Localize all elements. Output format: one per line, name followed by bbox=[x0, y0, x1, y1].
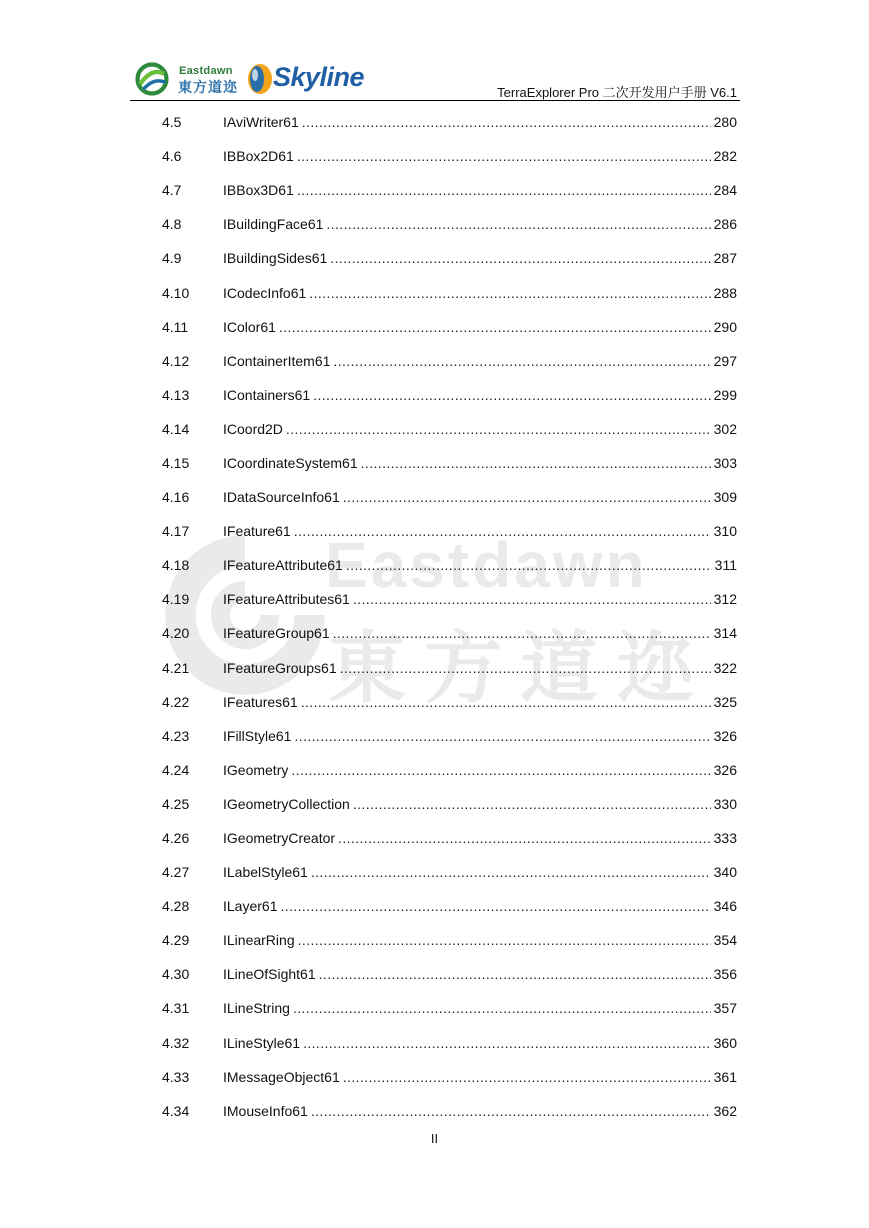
toc-dot-leader bbox=[294, 523, 711, 539]
table-of-contents bbox=[162, 105, 737, 1128]
toc-entry-number: 4.7 bbox=[162, 182, 182, 199]
toc-entry-page: 310 bbox=[713, 523, 737, 540]
toc-entry-title[interactable]: IFillStyle61 bbox=[223, 727, 292, 744]
toc-entry-page: 297 bbox=[713, 352, 737, 369]
toc-entry-number: 4.5 bbox=[162, 114, 182, 131]
toc-entry[interactable] bbox=[162, 923, 737, 957]
toc-entry-title[interactable]: IGeometryCollection bbox=[223, 795, 350, 812]
toc-dot-leader bbox=[309, 285, 710, 301]
toc-entry-page: 340 bbox=[713, 864, 737, 881]
toc-entry-number: 4.21 bbox=[162, 659, 190, 676]
toc-entry-page: 360 bbox=[713, 1034, 737, 1051]
toc-entry-title[interactable]: IBuildingSides61 bbox=[223, 250, 328, 267]
toc-entry-number: 4.11 bbox=[162, 318, 189, 335]
toc-entry-number: 4.17 bbox=[162, 523, 190, 540]
toc-dot-leader bbox=[319, 966, 711, 982]
toc-entry-page: 312 bbox=[713, 591, 737, 608]
toc-entry-page: 356 bbox=[713, 966, 737, 983]
toc-entry-number: 4.30 bbox=[162, 966, 190, 983]
toc-entry-page: 354 bbox=[713, 932, 737, 949]
toc-dot-leader bbox=[326, 216, 710, 232]
toc-entry[interactable] bbox=[162, 1026, 737, 1060]
toc-entry-title[interactable]: IGeometryCreator bbox=[223, 830, 336, 847]
toc-dot-leader bbox=[291, 762, 710, 778]
page-header bbox=[130, 56, 740, 101]
toc-dot-leader bbox=[303, 1035, 711, 1051]
toc-entry-page: 302 bbox=[713, 420, 737, 437]
toc-entry-number: 4.27 bbox=[162, 864, 190, 881]
toc-entry-page: 290 bbox=[713, 318, 737, 335]
toc-entry-number: 4.28 bbox=[162, 898, 190, 915]
toc-entry-title[interactable]: IMessageObject61 bbox=[223, 1068, 340, 1085]
toc-entry-page: 325 bbox=[713, 693, 737, 710]
eastdawn-logo-icon bbox=[135, 62, 169, 96]
toc-entry[interactable] bbox=[162, 446, 737, 480]
toc-entry-title[interactable]: ILineString bbox=[223, 1000, 290, 1017]
toc-entry[interactable] bbox=[162, 275, 737, 309]
logo-text-cn: 東方道迩 bbox=[178, 80, 238, 96]
toc-dot-leader bbox=[333, 625, 711, 641]
toc-entry[interactable] bbox=[162, 105, 737, 139]
toc-entry-title[interactable]: IColor61 bbox=[223, 318, 276, 335]
toc-entry[interactable] bbox=[162, 651, 737, 685]
toc-dot-leader bbox=[338, 830, 711, 846]
toc-entry-title[interactable]: IDataSourceInfo61 bbox=[223, 489, 340, 506]
toc-entry-title[interactable]: IGeometry bbox=[223, 761, 289, 778]
toc-dot-leader bbox=[353, 591, 711, 607]
toc-entry-title[interactable]: ILinearRing bbox=[223, 932, 295, 949]
toc-entry-page: 282 bbox=[713, 148, 737, 165]
toc-entry[interactable] bbox=[162, 310, 737, 344]
toc-entry-number: 4.25 bbox=[162, 795, 190, 812]
toc-entry[interactable] bbox=[162, 344, 737, 378]
toc-entry-title[interactable]: IFeatureGroups61 bbox=[223, 659, 337, 676]
document-title: TerraExplorer Pro 二次开发用户手册 V6.1 bbox=[497, 85, 737, 100]
toc-entry-title[interactable]: ICoordinateSystem61 bbox=[223, 454, 358, 471]
toc-dot-leader bbox=[293, 1000, 711, 1016]
toc-entry[interactable] bbox=[162, 207, 737, 241]
toc-dot-leader bbox=[298, 932, 711, 948]
toc-entry-page: 299 bbox=[713, 386, 737, 403]
watermark-text-cn: 東方道迩 bbox=[328, 624, 713, 714]
toc-entry-title[interactable]: IAviWriter61 bbox=[223, 114, 299, 131]
toc-dot-leader bbox=[313, 387, 710, 403]
toc-entry[interactable] bbox=[162, 889, 737, 923]
toc-entry-number: 4.6 bbox=[162, 148, 182, 165]
toc-dot-leader bbox=[286, 421, 711, 437]
toc-entry-page: 326 bbox=[713, 761, 737, 778]
toc-entry-page: 361 bbox=[713, 1068, 737, 1085]
toc-entry-page: 287 bbox=[713, 250, 737, 267]
toc-entry[interactable] bbox=[162, 1060, 737, 1094]
toc-dot-leader bbox=[353, 796, 711, 812]
toc-entry-title[interactable]: IFeature61 bbox=[223, 523, 291, 540]
toc-entry[interactable] bbox=[162, 514, 737, 548]
toc-dot-leader bbox=[343, 489, 711, 505]
toc-entry[interactable] bbox=[162, 855, 737, 889]
toc-entry-title[interactable]: ICodecInfo61 bbox=[223, 284, 307, 301]
toc-entry-title[interactable]: IFeatures61 bbox=[223, 693, 298, 710]
toc-entry-number: 4.8 bbox=[162, 216, 182, 233]
toc-entry-title[interactable]: IContainers61 bbox=[223, 386, 311, 403]
toc-entry-page: 346 bbox=[713, 898, 737, 915]
toc-entry-number: 4.15 bbox=[162, 454, 190, 471]
toc-entry[interactable] bbox=[162, 821, 737, 855]
toc-entry-page: 311 bbox=[714, 557, 737, 574]
toc-entry[interactable] bbox=[162, 685, 737, 719]
toc-dot-leader bbox=[340, 660, 711, 676]
toc-entry-page: 362 bbox=[713, 1102, 737, 1119]
toc-entry-number: 4.14 bbox=[162, 420, 190, 437]
header-divider bbox=[130, 100, 740, 101]
toc-entry-number: 4.32 bbox=[162, 1034, 190, 1051]
toc-entry-title[interactable]: ILineOfSight61 bbox=[223, 966, 316, 983]
toc-entry[interactable] bbox=[162, 616, 737, 650]
toc-entry-page: 330 bbox=[713, 795, 737, 812]
toc-entry-page: 280 bbox=[713, 114, 737, 131]
toc-entry[interactable] bbox=[162, 1094, 737, 1128]
toc-entry-title[interactable]: IBBox3D61 bbox=[223, 182, 294, 199]
toc-dot-leader bbox=[361, 455, 711, 471]
toc-entry[interactable] bbox=[162, 991, 737, 1025]
toc-entry-number: 4.10 bbox=[162, 284, 190, 301]
toc-entry[interactable] bbox=[162, 480, 737, 514]
toc-entry-page: 309 bbox=[713, 489, 737, 506]
toc-dot-leader bbox=[311, 864, 711, 880]
logo-brand-skyline: Skyline bbox=[273, 62, 365, 92]
toc-entry-number: 4.24 bbox=[162, 761, 190, 778]
page-number: II bbox=[430, 1131, 439, 1146]
toc-entry-page: 284 bbox=[713, 182, 737, 199]
toc-entry-title[interactable]: IContainerItem61 bbox=[223, 352, 331, 369]
toc-entry[interactable] bbox=[162, 173, 737, 207]
toc-entry[interactable] bbox=[162, 139, 737, 173]
toc-dot-leader bbox=[280, 898, 710, 914]
toc-entry-number: 4.34 bbox=[162, 1102, 190, 1119]
toc-entry-page: 322 bbox=[713, 659, 737, 676]
toc-entry-number: 4.29 bbox=[162, 932, 190, 949]
toc-dot-leader bbox=[302, 114, 711, 130]
toc-entry-page: 314 bbox=[713, 625, 737, 642]
toc-entry-title[interactable]: IMouseInfo61 bbox=[223, 1102, 308, 1119]
toc-entry-number: 4.22 bbox=[162, 693, 190, 710]
toc-entry-number: 4.13 bbox=[162, 386, 190, 403]
toc-entry[interactable] bbox=[162, 412, 737, 446]
toc-dot-leader bbox=[294, 728, 710, 744]
toc-entry[interactable] bbox=[162, 582, 737, 616]
toc-entry-number: 4.26 bbox=[162, 830, 190, 847]
toc-entry-title[interactable]: ICoord2D bbox=[223, 420, 283, 437]
skyline-logo-icon bbox=[245, 62, 275, 96]
toc-dot-leader bbox=[297, 148, 711, 164]
toc-entry-number: 4.19 bbox=[162, 591, 190, 608]
logo-text-en: Eastdawn bbox=[179, 65, 233, 77]
toc-entry-number: 4.31 bbox=[162, 1000, 190, 1017]
toc-dot-leader bbox=[297, 182, 711, 198]
toc-entry[interactable] bbox=[162, 719, 737, 753]
toc-entry[interactable] bbox=[162, 787, 737, 821]
toc-entry-page: 357 bbox=[713, 1000, 737, 1017]
toc-entry[interactable] bbox=[162, 753, 737, 787]
toc-dot-leader bbox=[346, 557, 712, 573]
toc-dot-leader bbox=[279, 319, 711, 335]
toc-dot-leader bbox=[330, 250, 710, 266]
toc-entry[interactable] bbox=[162, 378, 737, 412]
toc-entry-page: 326 bbox=[713, 727, 737, 744]
toc-entry-title[interactable]: ILayer61 bbox=[223, 898, 278, 915]
toc-entry-page: 333 bbox=[713, 830, 737, 847]
toc-entry-title[interactable]: IFeatureAttributes61 bbox=[223, 591, 350, 608]
watermark-text-en: Eastdawn bbox=[325, 529, 648, 601]
toc-dot-leader bbox=[301, 694, 711, 710]
toc-entry-page: 286 bbox=[713, 216, 737, 233]
toc-dot-leader bbox=[343, 1069, 711, 1085]
toc-entry-title[interactable]: ILineStyle61 bbox=[223, 1034, 301, 1051]
toc-entry-title[interactable]: ILabelStyle61 bbox=[223, 864, 308, 881]
toc-entry-number: 4.33 bbox=[162, 1068, 190, 1085]
toc-entry-title[interactable]: IFeatureGroup61 bbox=[223, 625, 330, 642]
toc-entry-number: 4.12 bbox=[162, 352, 190, 369]
toc-dot-leader bbox=[333, 353, 710, 369]
toc-entry[interactable] bbox=[162, 548, 737, 582]
toc-entry-number: 4.16 bbox=[162, 489, 190, 506]
toc-entry-title[interactable]: IFeatureAttribute61 bbox=[223, 557, 343, 574]
toc-entry-page: 303 bbox=[713, 454, 737, 471]
toc-entry-number: 4.20 bbox=[162, 625, 190, 642]
toc-entry-number: 4.23 bbox=[162, 727, 190, 744]
toc-entry-title[interactable]: IBuildingFace61 bbox=[223, 216, 324, 233]
toc-entry[interactable] bbox=[162, 241, 737, 275]
toc-entry-page: 288 bbox=[713, 284, 737, 301]
toc-entry-number: 4.9 bbox=[162, 250, 182, 267]
toc-entry-number: 4.18 bbox=[162, 557, 190, 574]
toc-entry[interactable] bbox=[162, 957, 737, 991]
toc-dot-leader bbox=[311, 1103, 711, 1119]
toc-entry-title[interactable]: IBBox2D61 bbox=[223, 148, 294, 165]
